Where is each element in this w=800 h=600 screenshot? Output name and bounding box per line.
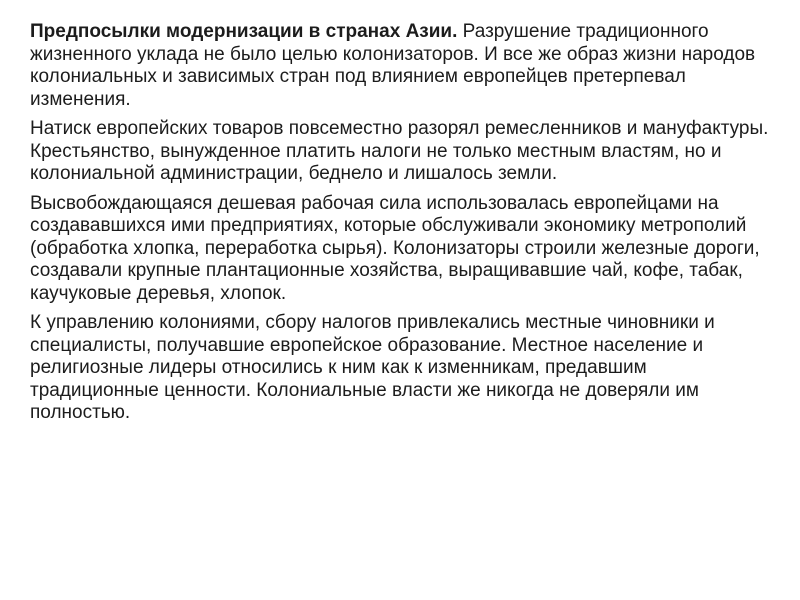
- paragraph-text: Натиск европейских товаров повсеместно разорял ремесленников и мануфактуры. Крестьянство, вынужденное платить налоги не только местным властям, но и колониальной администрации, беднело и лишалось земли.: [30, 118, 769, 184]
- paragraph-3: [20, 193, 780, 306]
- paragraph-text: К управлению колониями, сбору налогов привлекались местные чиновники и специалисты, получавшие европейское образование. Местное население и религиозные лидеры относились к ним как к изменникам, предавшим традиционные ценности. Колониальные власти же никогда не доверяли им полностью.: [30, 312, 715, 423]
- paragraph-2: [20, 118, 780, 186]
- paragraph-text: Разрушение традиционного жизненного уклада не было целью колонизаторов. И все же образ жизни народов колониальных и зависимых стран под влиянием европейцев претерпевал изменения.: [30, 21, 756, 110]
- text-block: [20, 21, 780, 432]
- paragraph-4: [20, 312, 780, 425]
- paragraph-1: [20, 21, 780, 111]
- paragraph-heading: Предпосылки модернизации в странах Азии.: [30, 21, 458, 42]
- paragraph-text: Высвобождающаяся дешевая рабочая сила использовалась европейцами на создававшихся ими предприятиях, которые обслуживали экономику метрополий (обработка хлопка, переработка сырья). Колонизаторы строили железные дороги, создавали крупные плантационные хозяйства, выращивавшие чай, кофе, табак, каучуковые деревья, хлопок.: [30, 192, 760, 304]
